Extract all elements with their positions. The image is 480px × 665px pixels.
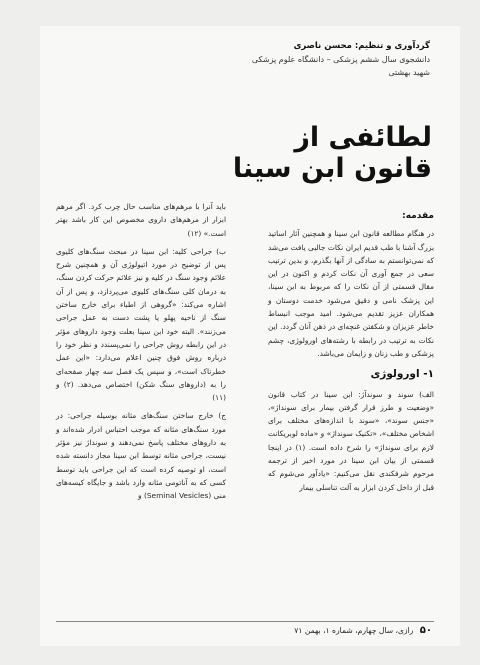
urology-heading: ۱- اورولوژی (370, 368, 434, 381)
kidney-surgery-paragraph: ب) جراحی کلیه: ابن سینا در مبحث سنگ‌های کلیوی پس از توضیح در مورد اتیولوژی آن و همچنین شرح علائم وجود سنگ در کلیه و نیز علائم حرکت کردن سنگ، به درمان کلی سنگ‌های کلیوی می‌پردازد، و پس از آن اشاره می‌کند: «گروهی از اطباء برای خارج ساختن سنگ از ناحیه پهلو یا پشت دست به عمل جراحی می‌زنند». البته خود ابن سینا بعلت وجود داروهای مؤثر در این رابطه روش جراحی را نمی‌پسندد و نظر خود را درباره روش فوق چنین اعلام می‌دارد: «این عمل خطرناک است»، و سپس یک فصل سه چهار صفحه‌ای را به (داروهای سنگ شکن) اختصاص می‌دهد. (۲) و (۱۱) (56, 246, 226, 403)
author-university: شهید بهشتی (388, 68, 430, 77)
page-footer (52, 625, 432, 636)
journal-info: رازی، سال چهارم، شماره ۱، بهمن ۷۱ (294, 626, 414, 635)
left-column (56, 200, 226, 508)
continued-paragraph: باید آنرا با مرهم‌های مناسب حال چرب کرد. اگر مرهم ابزار از مرهم‌های داروی مخصوص این کار باشد بهتر است.» (۱۲) (56, 202, 226, 238)
article-title (172, 122, 432, 184)
bladder-stone-paragraph: ج) خارج ساختن سنگ‌های مثانه بوسیله جراحی: در مورد سنگ‌های مثانه که موجب احتباس ادرار شده‌اند و به داروهای مختلف پاسخ نمی‌دهند و سونداژ نیز مؤثر نیست، جراحی مثانه توسط ابن سینا مجاز دانسته شده است، او توصیه کرده است که این جراحی باید توسط کسی که به آناتومی مثانه وارد باشد و جایگاه کیسه‌های منی (Seminal Vesicles) و (56, 411, 226, 501)
author-credit: گردآوری و تنظیم: محسن ناصری (293, 41, 430, 51)
intro-heading: مقدمه: (402, 211, 434, 221)
title-line-2: قانون ابن سینا (232, 153, 432, 184)
title-line-1: لطائفی از (294, 122, 432, 153)
catheter-paragraph: الف) سوند و سوندآژ: ابن سینا در کتاب قانون «وضعیت و طرز قرار گرفتن بیمار برای سونداژ»، «جنس سوند»، «سوند با اندازه‌های مختلف برای اشخاص مختلف»، «تکنیک سونداژ» و «ماده لوبریکانت لازم برای سونداژ» را شرح داده است. (۱) در اینجا قسمتی از بیان ابن سینا در مورد اخیر از ترجمه مرحوم شرفکندی نقل می‌کنیم: «یادآور می‌شوم که قبل از داخل کردن ابزار به آلت تناسلی بیمار (268, 389, 434, 492)
right-column (268, 208, 434, 499)
page-number: ۵۰ (419, 625, 432, 636)
footer-rule (56, 621, 434, 622)
author-affiliation: دانشجوی سال ششم پزشکی – دانشگاه علوم پزشکی (251, 55, 430, 64)
intro-paragraph: در هنگام مطالعه قانون ابن سینا و همچنین آثار اساتید بزرگ آشنا با طب قدیم ایران نکات جالبی یافت می‌شد که نمی‌توانستم به سادگی از آنها بگذرم، و بدین ترتیب سعی در جمع آوری آن نکات کردم و اکنون در این مقال قسمتی از آن نکات را که مربوط به ابن سینا، این پزشک نامی و دقیق می‌شود خدمت دوستان و همکاران عزیز تقدیم می‌شود. امید موجب انبساط خاطر عزیزان و شکفتن غنچه‌ای در ذهن آنان گردد. این نکات به ترتیب در رابطه با رشته‌های اورولوژی، چشم پزشکی و طب زنان و زایمان می‌باشد. (268, 229, 434, 358)
byline (200, 40, 430, 79)
